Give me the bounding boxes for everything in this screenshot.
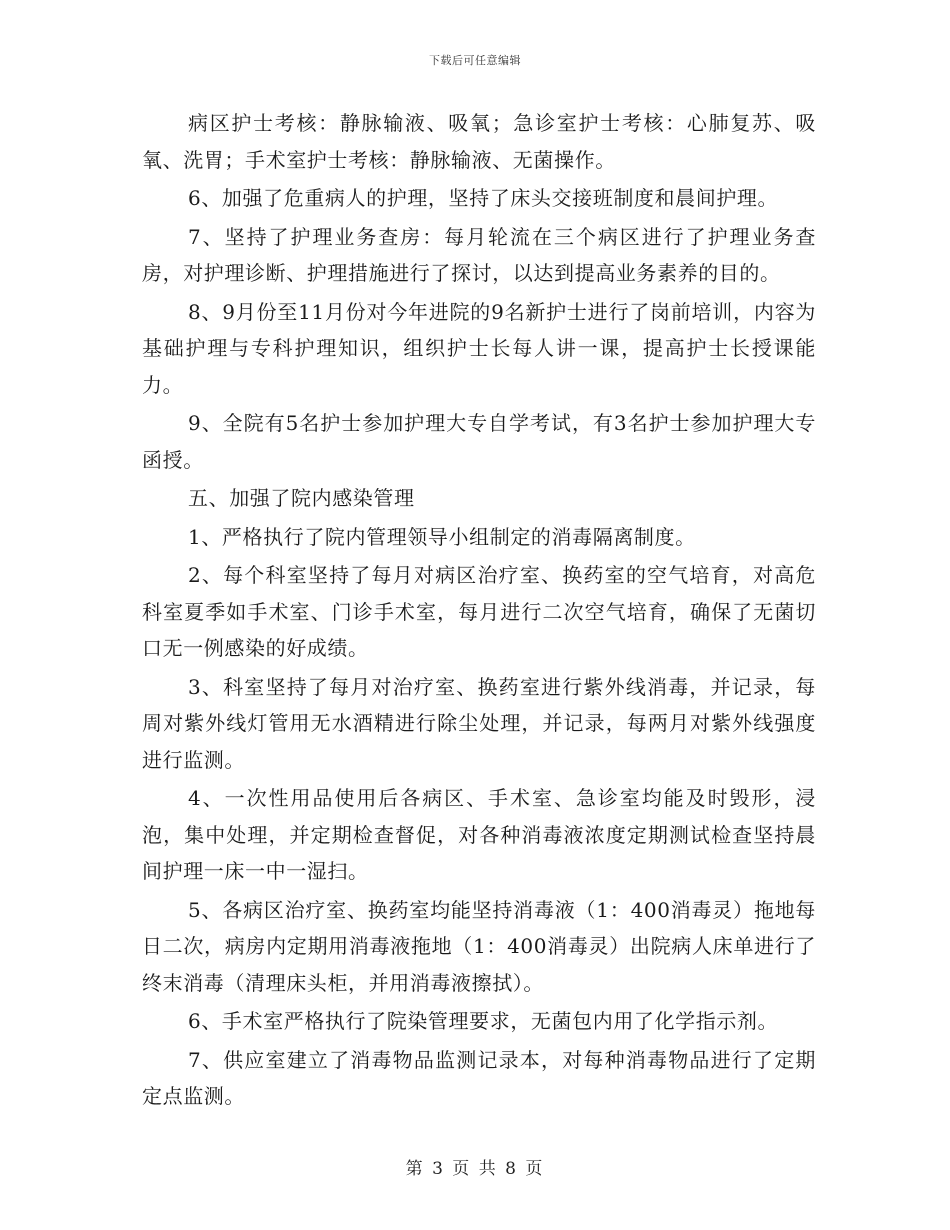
paragraph: 9、全院有5名护士参加护理大专自学考试，有3名护士参加护理大专函授。 — [142, 411, 816, 472]
paragraph: 4、一次性用品使用后各病区、手术室、急诊室均能及时毁形，浸泡，集中处理，并定期检查督促，对各种消毒液浓度定期测试检查坚持晨间护理一床一中一湿扫。 — [142, 786, 816, 883]
paragraph: 3、科室坚持了每月对治疗室、换药室进行紫外线消毒，并记录，每周对紫外线灯管用无水酒精进行除尘处理，并记录，每两月对紫外线强度进行监测。 — [142, 674, 816, 772]
page-header: 下载后可任意编辑 — [429, 54, 521, 67]
paragraph: 病区护士考核：静脉输液、吸氧；急诊室护士考核：心肺复苏、吸氧、洗胃；手术室护士考核：静脉输液、无菌操作。 — [142, 111, 816, 172]
paragraph: 8、9月份至11月份对今年进院的9名新护士进行了岗前培训，内容为基础护理与专科护理知识，组织护士长每人讲一课，提高护士长授课能力。 — [142, 299, 816, 397]
paragraph: 7、坚持了护理业务查房：每月轮流在三个病区进行了护理业务查房，对护理诊断、护理措施进行了探讨，以达到提高业务素养的目的。 — [142, 224, 816, 285]
section-heading: 五、加强了院内感染管理 — [188, 486, 415, 510]
paragraph: 2、每个科室坚持了每月对病区治疗室、换药室的空气培育，对高危科室夏季如手术室、门诊手术室，每月进行二次空气培育，确保了无菌切口无一例感染的好成绩。 — [142, 563, 816, 660]
paragraph: 6、加强了危重病人的护理，坚持了床头交接班制度和晨间护理。 — [188, 186, 779, 210]
paragraph: 5、各病区治疗室、换药室均能坚持消毒液（1：400消毒灵）拖地每日二次，病房内定期用消毒液拖地（1：400消毒灵）出院病人床单进行了终末消毒（清理床头柜，并用消毒液擦拭）。 — [142, 897, 816, 995]
page-number: 第 3 页 共 8 页 — [405, 1159, 545, 1179]
document-body — [142, 105, 816, 1117]
paragraph: 1、严格执行了院内管理领导小组制定的消毒隔离制度。 — [188, 524, 696, 549]
paragraph: 7、供应室建立了消毒物品监测记录本，对每种消毒物品进行了定期定点监测。 — [142, 1047, 816, 1108]
paragraph: 6、手术室严格执行了院染管理要求，无菌包内用了化学指示剂。 — [188, 1009, 779, 1033]
